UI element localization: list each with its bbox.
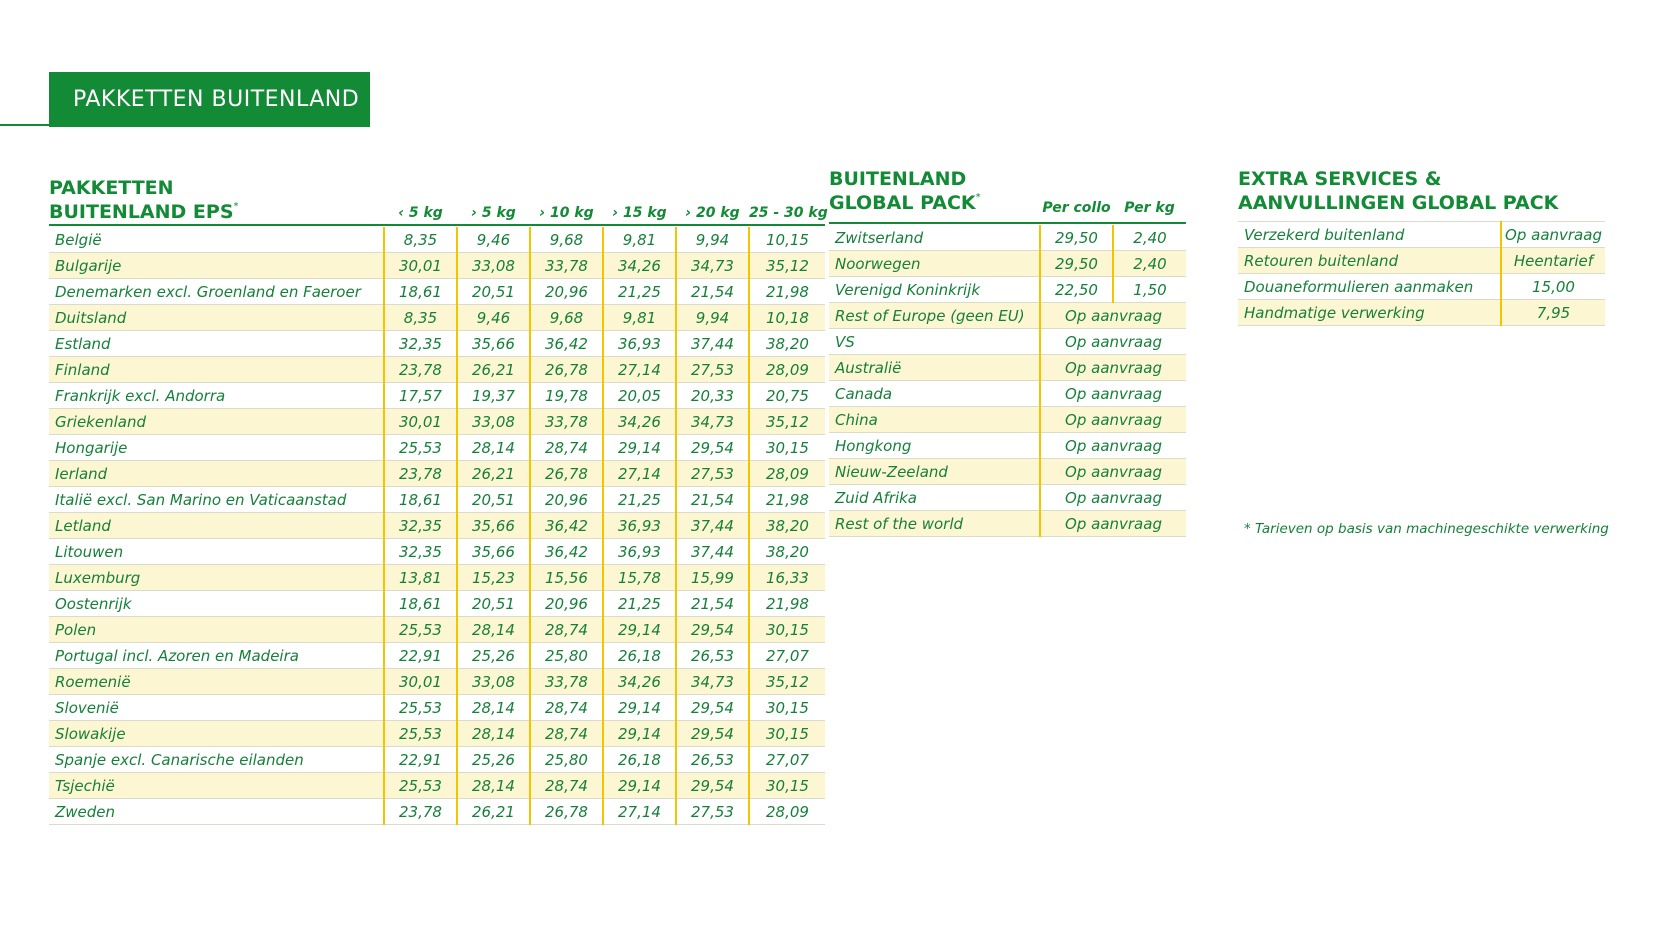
rate-value: 17,57 [384, 383, 457, 409]
country-name: Oostenrijk [49, 591, 384, 617]
rate-value: 36,93 [603, 539, 676, 565]
rate-value: 21,25 [603, 487, 676, 513]
rate-value: 38,20 [749, 539, 825, 565]
rate-value: 25,53 [384, 695, 457, 721]
rate-value: 10,18 [749, 305, 825, 331]
rate-value: 28,74 [530, 617, 603, 643]
rate-value: 33,78 [530, 669, 603, 695]
rate-value: 20,75 [749, 383, 825, 409]
rate-value: 26,21 [457, 461, 530, 487]
eps-table-row [49, 409, 825, 435]
country-name: Frankrijk excl. Andorra [49, 383, 384, 409]
rate-value: 9,68 [530, 305, 603, 331]
extra-service-row [1238, 248, 1605, 274]
eps-table-row [49, 721, 825, 747]
rate-value: 29,14 [603, 721, 676, 747]
eps-col-header: › 10 kg [539, 205, 594, 221]
rate-value: 34,26 [603, 253, 676, 279]
rate-value: 29,14 [603, 435, 676, 461]
on-request-value: Op aanvraag [1040, 459, 1186, 485]
rate-value: 29,54 [676, 721, 749, 747]
rate-value: 20,05 [603, 383, 676, 409]
eps-table-row [49, 773, 825, 799]
country-name: China [829, 407, 1040, 433]
rate-value: 25,53 [384, 435, 457, 461]
footnote: * Tarieven op basis van machinegeschikte verwerking [1244, 521, 1609, 537]
rate-value: 18,61 [384, 279, 457, 305]
eps-heading-mark: * [233, 201, 239, 212]
rate-value: 30,15 [749, 773, 825, 799]
country-name: Estland [49, 331, 384, 357]
extra-service-row [1238, 222, 1605, 248]
rate-value: 29,14 [603, 617, 676, 643]
on-request-value: Op aanvraag [1040, 407, 1186, 433]
rate-value: 19,37 [457, 383, 530, 409]
service-value: Op aanvraag [1501, 222, 1605, 248]
service-name: Retouren buitenland [1238, 248, 1501, 274]
eps-table-row [49, 513, 825, 539]
country-name: VS [829, 329, 1040, 355]
rate-value: 30,01 [384, 253, 457, 279]
global-pack-row [829, 433, 1186, 459]
global-pack-rate-table [829, 225, 1186, 537]
title-underline [0, 124, 52, 126]
country-name: Tsjechië [49, 773, 384, 799]
country-name: Zuid Afrika [829, 485, 1040, 511]
rate-value: 29,50 [1040, 225, 1113, 251]
rate-value: 21,54 [676, 487, 749, 513]
global-pack-row [829, 225, 1186, 251]
eps-table-row [49, 305, 825, 331]
rate-value: 27,14 [603, 461, 676, 487]
rate-value: 20,96 [530, 279, 603, 305]
country-name: Bulgarije [49, 253, 384, 279]
eps-table-row [49, 539, 825, 565]
service-value: 7,95 [1501, 300, 1605, 326]
country-name: Nieuw-Zeeland [829, 459, 1040, 485]
country-name: Noorwegen [829, 251, 1040, 277]
rate-value: 25,80 [530, 643, 603, 669]
eps-table-row [49, 487, 825, 513]
rate-value: 34,73 [676, 669, 749, 695]
service-name: Douaneformulieren aanmaken [1238, 274, 1501, 300]
eps-table-row [49, 565, 825, 591]
page-title: PAKKETTEN BUITENLAND [49, 72, 370, 127]
rate-value: 23,78 [384, 799, 457, 825]
global-pack-heading-line2: GLOBAL PACK [829, 192, 976, 214]
eps-table-row [49, 617, 825, 643]
eps-col-header: › 5 kg [471, 205, 516, 221]
rate-value: 13,81 [384, 565, 457, 591]
rate-value: 26,18 [603, 747, 676, 773]
extra-services-table [1238, 221, 1605, 326]
rate-value: 2,40 [1113, 251, 1186, 277]
rate-value: 28,14 [457, 721, 530, 747]
rate-value: 30,15 [749, 695, 825, 721]
rate-value: 9,94 [676, 227, 749, 253]
rate-value: 15,23 [457, 565, 530, 591]
eps-table-row [49, 669, 825, 695]
rate-value: 20,51 [457, 279, 530, 305]
rate-value: 8,35 [384, 305, 457, 331]
rate-value: 36,42 [530, 513, 603, 539]
eps-table-row [49, 591, 825, 617]
rate-value: 22,91 [384, 747, 457, 773]
eps-heading-line2: BUITENLAND EPS [49, 201, 234, 223]
country-name: Rest of Europe (geen EU) [829, 303, 1040, 329]
rate-value: 32,35 [384, 513, 457, 539]
rate-value: 2,40 [1113, 225, 1186, 251]
rate-value: 18,61 [384, 487, 457, 513]
rate-value: 36,42 [530, 331, 603, 357]
rate-value: 37,44 [676, 513, 749, 539]
rate-value: 25,26 [457, 643, 530, 669]
rate-value: 27,07 [749, 747, 825, 773]
rate-value: 33,08 [457, 253, 530, 279]
rate-value: 26,78 [530, 357, 603, 383]
eps-table-row [49, 695, 825, 721]
rate-value: 28,14 [457, 773, 530, 799]
rate-value: 27,07 [749, 643, 825, 669]
on-request-value: Op aanvraag [1040, 303, 1186, 329]
rate-value: 9,94 [676, 305, 749, 331]
rate-value: 16,33 [749, 565, 825, 591]
country-name: Polen [49, 617, 384, 643]
country-name: Slovenië [49, 695, 384, 721]
eps-heading-line1: PAKKETTEN [49, 177, 174, 199]
rate-value: 20,33 [676, 383, 749, 409]
rate-value: 26,21 [457, 799, 530, 825]
country-name: Griekenland [49, 409, 384, 435]
eps-table-row [49, 461, 825, 487]
rate-value: 21,54 [676, 279, 749, 305]
service-value: 15,00 [1501, 274, 1605, 300]
rate-value: 22,91 [384, 643, 457, 669]
on-request-value: Op aanvraag [1040, 355, 1186, 381]
rate-value: 34,73 [676, 253, 749, 279]
rate-value: 29,54 [676, 617, 749, 643]
on-request-value: Op aanvraag [1040, 511, 1186, 537]
country-name: Litouwen [49, 539, 384, 565]
global-pack-heading-line1: BUITENLAND [829, 168, 967, 190]
rate-value: 8,35 [384, 227, 457, 253]
on-request-value: Op aanvraag [1040, 329, 1186, 355]
rate-value: 21,54 [676, 591, 749, 617]
global-pack-heading-mark: * [975, 192, 981, 203]
country-name: Zweden [49, 799, 384, 825]
eps-col-header: › 20 kg [685, 205, 740, 221]
eps-col-header: ‹ 5 kg [398, 205, 443, 221]
rate-value: 20,96 [530, 487, 603, 513]
rate-value: 33,08 [457, 669, 530, 695]
rate-value: 30,15 [749, 435, 825, 461]
rate-value: 28,14 [457, 695, 530, 721]
rate-value: 28,09 [749, 357, 825, 383]
rate-value: 29,50 [1040, 251, 1113, 277]
rate-value: 27,53 [676, 461, 749, 487]
global-pack-row [829, 355, 1186, 381]
eps-table-row [49, 435, 825, 461]
global-pack-row [829, 381, 1186, 407]
rate-value: 29,54 [676, 695, 749, 721]
global-pack-row [829, 303, 1186, 329]
rate-value: 15,56 [530, 565, 603, 591]
rate-value: 10,15 [749, 227, 825, 253]
eps-col-header: › 15 kg [612, 205, 667, 221]
rate-value: 25,53 [384, 721, 457, 747]
country-name: Roemenië [49, 669, 384, 695]
rate-value: 25,53 [384, 617, 457, 643]
rate-value: 35,66 [457, 513, 530, 539]
on-request-value: Op aanvraag [1040, 433, 1186, 459]
rate-value: 19,78 [530, 383, 603, 409]
rate-value: 27,14 [603, 357, 676, 383]
rate-value: 27,53 [676, 799, 749, 825]
rate-value: 26,53 [676, 747, 749, 773]
rate-value: 35,12 [749, 409, 825, 435]
rate-value: 9,81 [603, 227, 676, 253]
country-name: Hongkong [829, 433, 1040, 459]
rate-value: 28,74 [530, 435, 603, 461]
rate-value: 27,53 [676, 357, 749, 383]
country-name: Australië [829, 355, 1040, 381]
rate-value: 9,81 [603, 305, 676, 331]
eps-table-row [49, 643, 825, 669]
rate-value: 28,09 [749, 461, 825, 487]
extra-services-heading-line2: AANVULLINGEN GLOBAL PACK [1238, 192, 1559, 214]
rate-value: 37,44 [676, 539, 749, 565]
rate-value: 20,96 [530, 591, 603, 617]
global-pack-header-rule [829, 222, 1186, 224]
rate-value: 28,14 [457, 435, 530, 461]
rate-value: 27,14 [603, 799, 676, 825]
rate-value: 38,20 [749, 513, 825, 539]
global-pack-col-header: Per kg [1124, 200, 1175, 216]
country-name: Portugal incl. Azoren en Madeira [49, 643, 384, 669]
rate-value: 28,14 [457, 617, 530, 643]
eps-header-rule [49, 224, 825, 226]
rate-value: 36,93 [603, 331, 676, 357]
rate-value: 21,98 [749, 591, 825, 617]
rate-value: 26,21 [457, 357, 530, 383]
rate-value: 29,54 [676, 773, 749, 799]
country-name: Finland [49, 357, 384, 383]
country-name: Spanje excl. Canarische eilanden [49, 747, 384, 773]
global-pack-row [829, 459, 1186, 485]
country-name: België [49, 227, 384, 253]
rate-value: 1,50 [1113, 277, 1186, 303]
rate-value: 15,99 [676, 565, 749, 591]
rate-value: 33,78 [530, 253, 603, 279]
rate-value: 36,42 [530, 539, 603, 565]
rate-value: 34,26 [603, 669, 676, 695]
service-name: Handmatige verwerking [1238, 300, 1501, 326]
rate-value: 35,66 [457, 539, 530, 565]
rate-value: 26,78 [530, 461, 603, 487]
rate-value: 26,78 [530, 799, 603, 825]
rate-value: 9,46 [457, 227, 530, 253]
global-pack-row [829, 329, 1186, 355]
rate-value: 22,50 [1040, 277, 1113, 303]
eps-table-row [49, 331, 825, 357]
rate-value: 18,61 [384, 591, 457, 617]
rate-value: 30,01 [384, 669, 457, 695]
rate-value: 28,09 [749, 799, 825, 825]
country-name: Canada [829, 381, 1040, 407]
extra-service-row [1238, 274, 1605, 300]
rate-value: 38,20 [749, 331, 825, 357]
eps-table-row [49, 799, 825, 825]
global-pack-row [829, 485, 1186, 511]
rate-value: 25,80 [530, 747, 603, 773]
country-name: Verenigd Koninkrijk [829, 277, 1040, 303]
eps-table-row [49, 253, 825, 279]
rate-value: 28,74 [530, 773, 603, 799]
extra-services-heading [1238, 167, 1558, 215]
eps-rate-table [49, 227, 825, 825]
rate-value: 35,66 [457, 331, 530, 357]
rate-value: 35,12 [749, 669, 825, 695]
country-name: Ierland [49, 461, 384, 487]
country-name: Duitsland [49, 305, 384, 331]
rate-value: 21,98 [749, 279, 825, 305]
eps-table-row [49, 383, 825, 409]
country-name: Hongarije [49, 435, 384, 461]
rate-value: 29,14 [603, 773, 676, 799]
rate-value: 37,44 [676, 331, 749, 357]
rate-value: 9,68 [530, 227, 603, 253]
rate-value: 15,78 [603, 565, 676, 591]
rate-value: 26,53 [676, 643, 749, 669]
on-request-value: Op aanvraag [1040, 485, 1186, 511]
eps-heading [49, 176, 239, 224]
global-pack-row [829, 407, 1186, 433]
rate-value: 20,51 [457, 591, 530, 617]
rate-value: 29,14 [603, 695, 676, 721]
on-request-value: Op aanvraag [1040, 381, 1186, 407]
country-name: Luxemburg [49, 565, 384, 591]
global-pack-row [829, 251, 1186, 277]
eps-table-row [49, 747, 825, 773]
rate-value: 25,53 [384, 773, 457, 799]
rate-value: 25,26 [457, 747, 530, 773]
rate-value: 36,93 [603, 513, 676, 539]
country-name: Rest of the world [829, 511, 1040, 537]
eps-col-header: 25 - 30 kg [749, 205, 828, 221]
rate-value: 20,51 [457, 487, 530, 513]
rate-value: 34,26 [603, 409, 676, 435]
rate-value: 29,54 [676, 435, 749, 461]
global-pack-col-header: Per collo [1042, 200, 1111, 216]
rate-value: 30,01 [384, 409, 457, 435]
global-pack-row [829, 277, 1186, 303]
rate-value: 32,35 [384, 539, 457, 565]
eps-table-row [49, 357, 825, 383]
rate-value: 23,78 [384, 357, 457, 383]
rate-value: 33,08 [457, 409, 530, 435]
rate-value: 21,25 [603, 591, 676, 617]
rate-value: 32,35 [384, 331, 457, 357]
rate-value: 21,25 [603, 279, 676, 305]
country-name: Denemarken excl. Groenland en Faeroer [49, 279, 384, 305]
eps-table-row [49, 227, 825, 253]
service-value: Heentarief [1501, 248, 1605, 274]
rate-value: 26,18 [603, 643, 676, 669]
rate-value: 23,78 [384, 461, 457, 487]
rate-value: 30,15 [749, 617, 825, 643]
country-name: Zwitserland [829, 225, 1040, 251]
rate-value: 34,73 [676, 409, 749, 435]
global-pack-row [829, 511, 1186, 537]
rate-value: 28,74 [530, 721, 603, 747]
eps-table-row [49, 279, 825, 305]
rate-value: 35,12 [749, 253, 825, 279]
country-name: Italië excl. San Marino en Vaticaanstad [49, 487, 384, 513]
global-pack-heading [829, 167, 981, 215]
rate-value: 28,74 [530, 695, 603, 721]
extra-service-row [1238, 300, 1605, 326]
extra-services-heading-line1: EXTRA SERVICES & [1238, 168, 1442, 190]
rate-value: 9,46 [457, 305, 530, 331]
country-name: Slowakije [49, 721, 384, 747]
rate-value: 30,15 [749, 721, 825, 747]
country-name: Letland [49, 513, 384, 539]
rate-value: 33,78 [530, 409, 603, 435]
rate-value: 21,98 [749, 487, 825, 513]
service-name: Verzekerd buitenland [1238, 222, 1501, 248]
